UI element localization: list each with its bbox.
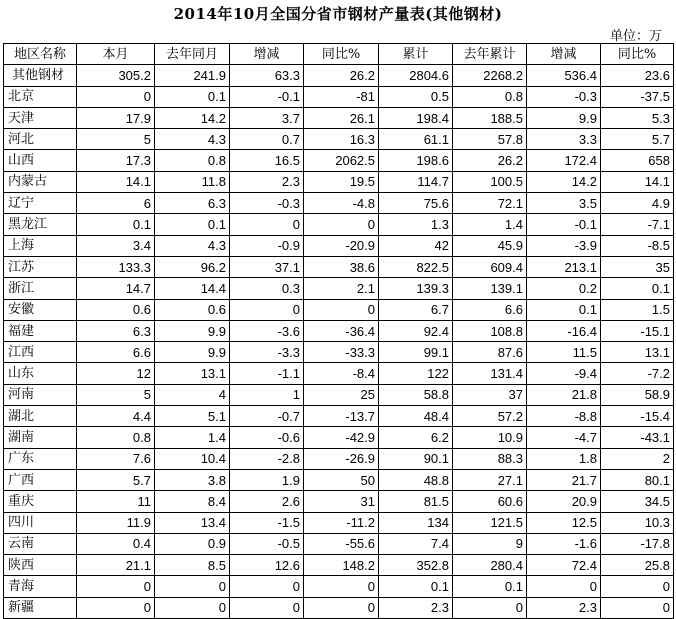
- value-cell: 19.5: [304, 171, 379, 192]
- value-cell: 0: [230, 299, 304, 320]
- value-cell: 0.3: [230, 278, 304, 299]
- value-cell: 6.6: [77, 342, 155, 363]
- region-name-cell: 天津: [4, 107, 77, 128]
- value-cell: 198.6: [379, 150, 453, 171]
- value-cell: 17.9: [77, 107, 155, 128]
- value-cell: 50: [304, 469, 379, 490]
- value-cell: 26.1: [304, 107, 379, 128]
- value-cell: 11.8: [155, 171, 230, 192]
- value-cell: -13.7: [304, 406, 379, 427]
- value-cell: -7.2: [601, 363, 674, 384]
- value-cell: 61.1: [379, 129, 453, 150]
- value-cell: -8.8: [527, 406, 601, 427]
- table-row: [4, 150, 674, 171]
- table-row: [4, 406, 674, 427]
- region-name-cell: 浙江: [4, 278, 77, 299]
- value-cell: -1.1: [230, 363, 304, 384]
- value-cell: 21.8: [527, 384, 601, 405]
- value-cell: 0.8: [155, 150, 230, 171]
- value-cell: 27.1: [453, 469, 527, 490]
- value-cell: 9.9: [527, 107, 601, 128]
- region-name-cell: 青海: [4, 576, 77, 597]
- value-cell: 9.9: [155, 320, 230, 341]
- header-cumulative: 累计: [379, 44, 453, 65]
- value-cell: 5.7: [77, 469, 155, 490]
- table-row: [4, 107, 674, 128]
- value-cell: 1.4: [155, 427, 230, 448]
- value-cell: 0.1: [155, 214, 230, 235]
- value-cell: 14.7: [77, 278, 155, 299]
- value-cell: 6: [77, 193, 155, 214]
- value-cell: 4.3: [155, 235, 230, 256]
- value-cell: 45.9: [453, 235, 527, 256]
- value-cell: 42: [379, 235, 453, 256]
- value-cell: 1.4: [453, 214, 527, 235]
- value-cell: -0.3: [230, 193, 304, 214]
- header-cumulative-yoy-pct: 同比%: [601, 44, 674, 65]
- value-cell: 0: [155, 597, 230, 618]
- value-cell: 10.9: [453, 427, 527, 448]
- value-cell: -3.9: [527, 235, 601, 256]
- table-row: [4, 65, 674, 86]
- value-cell: 63.3: [230, 65, 304, 86]
- value-cell: -16.4: [527, 320, 601, 341]
- value-cell: 139.1: [453, 278, 527, 299]
- value-cell: -15.4: [601, 406, 674, 427]
- table-row: [4, 363, 674, 384]
- header-region: 地区名称: [4, 44, 77, 65]
- value-cell: 241.9: [155, 65, 230, 86]
- value-cell: 0.8: [77, 427, 155, 448]
- table-row: [4, 299, 674, 320]
- value-cell: 2.1: [304, 278, 379, 299]
- value-cell: 0.1: [453, 576, 527, 597]
- steel-output-table: [3, 43, 674, 619]
- value-cell: 9: [453, 533, 527, 554]
- value-cell: 5: [77, 384, 155, 405]
- table-row: [4, 427, 674, 448]
- value-cell: -33.3: [304, 342, 379, 363]
- value-cell: 822.5: [379, 256, 453, 277]
- value-cell: 100.5: [453, 171, 527, 192]
- value-cell: 536.4: [527, 65, 601, 86]
- value-cell: 35: [601, 256, 674, 277]
- header-yoy-pct: 同比%: [304, 44, 379, 65]
- value-cell: 58.8: [379, 384, 453, 405]
- table-row: [4, 278, 674, 299]
- value-cell: 16.3: [304, 129, 379, 150]
- value-cell: 14.2: [155, 107, 230, 128]
- page-title: 2014年10月全国分省市钢材产量表(其他钢材): [173, 5, 503, 23]
- value-cell: 81.5: [379, 491, 453, 512]
- value-cell: 6.3: [155, 193, 230, 214]
- value-cell: 0: [601, 576, 674, 597]
- value-cell: -1.6: [527, 533, 601, 554]
- value-cell: 3.5: [527, 193, 601, 214]
- value-cell: 0.1: [379, 576, 453, 597]
- value-cell: 0.1: [601, 278, 674, 299]
- value-cell: 58.9: [601, 384, 674, 405]
- value-cell: -2.8: [230, 448, 304, 469]
- region-name-cell: 山西: [4, 150, 77, 171]
- value-cell: 1.8: [527, 448, 601, 469]
- value-cell: 20.9: [527, 491, 601, 512]
- region-name-cell: 江西: [4, 342, 77, 363]
- value-cell: -37.5: [601, 86, 674, 107]
- value-cell: 198.4: [379, 107, 453, 128]
- value-cell: -0.5: [230, 533, 304, 554]
- value-cell: 57.2: [453, 406, 527, 427]
- value-cell: 2268.2: [453, 65, 527, 86]
- table-row: [4, 576, 674, 597]
- value-cell: 99.1: [379, 342, 453, 363]
- region-name-cell: 广东: [4, 448, 77, 469]
- value-cell: 13.4: [155, 512, 230, 533]
- value-cell: 134: [379, 512, 453, 533]
- value-cell: 0.7: [230, 129, 304, 150]
- value-cell: 0.8: [453, 86, 527, 107]
- value-cell: -20.9: [304, 235, 379, 256]
- value-cell: 12.5: [527, 512, 601, 533]
- header-cumulative-change: 增减: [527, 44, 601, 65]
- value-cell: 16.5: [230, 150, 304, 171]
- value-cell: -55.6: [304, 533, 379, 554]
- region-name-cell: 内蒙古: [4, 171, 77, 192]
- table-row: [4, 86, 674, 107]
- value-cell: 87.6: [453, 342, 527, 363]
- region-name-cell: 北京: [4, 86, 77, 107]
- value-cell: 0: [77, 86, 155, 107]
- value-cell: 131.4: [453, 363, 527, 384]
- value-cell: -15.1: [601, 320, 674, 341]
- value-cell: 108.8: [453, 320, 527, 341]
- value-cell: 25: [304, 384, 379, 405]
- header-last-year-month: 去年同月: [155, 44, 230, 65]
- value-cell: 11.5: [527, 342, 601, 363]
- value-cell: 4: [155, 384, 230, 405]
- value-cell: 3.7: [230, 107, 304, 128]
- value-cell: 658: [601, 150, 674, 171]
- value-cell: 75.6: [379, 193, 453, 214]
- value-cell: 90.1: [379, 448, 453, 469]
- value-cell: 7.4: [379, 533, 453, 554]
- value-cell: 305.2: [77, 65, 155, 86]
- value-cell: 0.1: [155, 86, 230, 107]
- value-cell: 48.4: [379, 406, 453, 427]
- header-change: 增减: [230, 44, 304, 65]
- value-cell: -36.4: [304, 320, 379, 341]
- value-cell: 352.8: [379, 555, 453, 576]
- value-cell: -7.1: [601, 214, 674, 235]
- value-cell: 2.3: [379, 597, 453, 618]
- value-cell: 34.5: [601, 491, 674, 512]
- table-row: [4, 533, 674, 554]
- value-cell: 14.1: [77, 171, 155, 192]
- value-cell: 0.6: [155, 299, 230, 320]
- value-cell: 10.4: [155, 448, 230, 469]
- value-cell: 4.3: [155, 129, 230, 150]
- value-cell: 4.4: [77, 406, 155, 427]
- value-cell: 0.9: [155, 533, 230, 554]
- value-cell: 38.6: [304, 256, 379, 277]
- value-cell: 609.4: [453, 256, 527, 277]
- value-cell: 21.1: [77, 555, 155, 576]
- value-cell: 8.4: [155, 491, 230, 512]
- region-name-cell: 其他钢材: [4, 65, 77, 86]
- value-cell: 13.1: [155, 363, 230, 384]
- value-cell: 96.2: [155, 256, 230, 277]
- region-name-cell: 黑龙江: [4, 214, 77, 235]
- value-cell: 6.3: [77, 320, 155, 341]
- value-cell: 26.2: [304, 65, 379, 86]
- value-cell: 1.3: [379, 214, 453, 235]
- value-cell: 139.3: [379, 278, 453, 299]
- value-cell: -11.2: [304, 512, 379, 533]
- value-cell: 6.2: [379, 427, 453, 448]
- value-cell: 114.7: [379, 171, 453, 192]
- value-cell: -1.5: [230, 512, 304, 533]
- table-row: [4, 469, 674, 490]
- region-name-cell: 陕西: [4, 555, 77, 576]
- value-cell: -43.1: [601, 427, 674, 448]
- region-name-cell: 湖北: [4, 406, 77, 427]
- value-cell: -17.8: [601, 533, 674, 554]
- value-cell: 7.6: [77, 448, 155, 469]
- value-cell: 60.6: [453, 491, 527, 512]
- value-cell: 57.8: [453, 129, 527, 150]
- region-name-cell: 云南: [4, 533, 77, 554]
- region-name-cell: 上海: [4, 235, 77, 256]
- value-cell: 25.8: [601, 555, 674, 576]
- region-name-cell: 山东: [4, 363, 77, 384]
- value-cell: -3.6: [230, 320, 304, 341]
- value-cell: 0: [77, 576, 155, 597]
- value-cell: 0: [155, 576, 230, 597]
- value-cell: 17.3: [77, 150, 155, 171]
- value-cell: 133.3: [77, 256, 155, 277]
- value-cell: 4.9: [601, 193, 674, 214]
- table-header-row: [4, 44, 674, 65]
- value-cell: 172.4: [527, 150, 601, 171]
- value-cell: 12.6: [230, 555, 304, 576]
- region-name-cell: 辽宁: [4, 193, 77, 214]
- value-cell: 0.6: [77, 299, 155, 320]
- value-cell: -0.1: [230, 86, 304, 107]
- value-cell: 1: [230, 384, 304, 405]
- value-cell: 92.4: [379, 320, 453, 341]
- value-cell: 122: [379, 363, 453, 384]
- table-row: [4, 342, 674, 363]
- value-cell: 6.7: [379, 299, 453, 320]
- value-cell: 1.9: [230, 469, 304, 490]
- value-cell: -0.9: [230, 235, 304, 256]
- value-cell: 213.1: [527, 256, 601, 277]
- value-cell: 0: [304, 597, 379, 618]
- table-row: [4, 384, 674, 405]
- region-name-cell: 河南: [4, 384, 77, 405]
- value-cell: -42.9: [304, 427, 379, 448]
- region-name-cell: 湖南: [4, 427, 77, 448]
- region-name-cell: 河北: [4, 129, 77, 150]
- value-cell: 23.6: [601, 65, 674, 86]
- value-cell: 0: [304, 214, 379, 235]
- table-row: [4, 129, 674, 150]
- value-cell: 0: [453, 597, 527, 618]
- value-cell: 0: [230, 576, 304, 597]
- value-cell: 0: [304, 576, 379, 597]
- value-cell: 188.5: [453, 107, 527, 128]
- value-cell: 5.1: [155, 406, 230, 427]
- value-cell: 6.6: [453, 299, 527, 320]
- value-cell: 9.9: [155, 342, 230, 363]
- value-cell: 0: [230, 597, 304, 618]
- value-cell: 2062.5: [304, 150, 379, 171]
- value-cell: 14.2: [527, 171, 601, 192]
- value-cell: 1.5: [601, 299, 674, 320]
- value-cell: 2804.6: [379, 65, 453, 86]
- value-cell: 8.5: [155, 555, 230, 576]
- value-cell: -26.9: [304, 448, 379, 469]
- value-cell: -8.4: [304, 363, 379, 384]
- value-cell: 13.1: [601, 342, 674, 363]
- value-cell: -9.4: [527, 363, 601, 384]
- value-cell: -8.5: [601, 235, 674, 256]
- value-cell: -0.1: [527, 214, 601, 235]
- value-cell: -0.6: [230, 427, 304, 448]
- region-name-cell: 江苏: [4, 256, 77, 277]
- value-cell: 31: [304, 491, 379, 512]
- region-name-cell: 广西: [4, 469, 77, 490]
- value-cell: -0.3: [527, 86, 601, 107]
- value-cell: -3.3: [230, 342, 304, 363]
- table-row: [4, 171, 674, 192]
- region-name-cell: 福建: [4, 320, 77, 341]
- value-cell: 0.1: [527, 299, 601, 320]
- value-cell: 0.4: [77, 533, 155, 554]
- value-cell: 26.2: [453, 150, 527, 171]
- unit-label: 单位：万: [609, 29, 662, 44]
- value-cell: 72.4: [527, 555, 601, 576]
- value-cell: 14.1: [601, 171, 674, 192]
- value-cell: 3.3: [527, 129, 601, 150]
- value-cell: 11: [77, 491, 155, 512]
- value-cell: 280.4: [453, 555, 527, 576]
- value-cell: 0: [601, 597, 674, 618]
- value-cell: 0: [304, 299, 379, 320]
- header-this-month: 本月: [77, 44, 155, 65]
- value-cell: -81: [304, 86, 379, 107]
- value-cell: 0: [77, 597, 155, 618]
- region-name-cell: 安徽: [4, 299, 77, 320]
- value-cell: 2.3: [527, 597, 601, 618]
- table-row: [4, 320, 674, 341]
- value-cell: 12: [77, 363, 155, 384]
- value-cell: 5.3: [601, 107, 674, 128]
- region-name-cell: 重庆: [4, 491, 77, 512]
- value-cell: 14.4: [155, 278, 230, 299]
- value-cell: 37.1: [230, 256, 304, 277]
- table-row: [4, 235, 674, 256]
- value-cell: 80.1: [601, 469, 674, 490]
- value-cell: 11.9: [77, 512, 155, 533]
- table-row: [4, 597, 674, 618]
- value-cell: 10.3: [601, 512, 674, 533]
- table-row: [4, 193, 674, 214]
- table-row: [4, 491, 674, 512]
- table-row: [4, 214, 674, 235]
- header-last-year-cumulative: 去年累计: [453, 44, 527, 65]
- value-cell: 0.5: [379, 86, 453, 107]
- value-cell: 5: [77, 129, 155, 150]
- value-cell: -0.7: [230, 406, 304, 427]
- value-cell: 0: [527, 576, 601, 597]
- value-cell: 0: [230, 214, 304, 235]
- value-cell: -4.7: [527, 427, 601, 448]
- value-cell: 2.3: [230, 171, 304, 192]
- value-cell: 88.3: [453, 448, 527, 469]
- value-cell: 72.1: [453, 193, 527, 214]
- value-cell: 5.7: [601, 129, 674, 150]
- region-name-cell: 新疆: [4, 597, 77, 618]
- table-row: [4, 256, 674, 277]
- value-cell: 148.2: [304, 555, 379, 576]
- value-cell: 21.7: [527, 469, 601, 490]
- value-cell: -4.8: [304, 193, 379, 214]
- value-cell: 121.5: [453, 512, 527, 533]
- value-cell: 3.8: [155, 469, 230, 490]
- table-row: [4, 448, 674, 469]
- table-row: [4, 512, 674, 533]
- table-row: [4, 555, 674, 576]
- value-cell: 2.6: [230, 491, 304, 512]
- value-cell: 3.4: [77, 235, 155, 256]
- value-cell: 0.2: [527, 278, 601, 299]
- value-cell: 37: [453, 384, 527, 405]
- value-cell: 48.8: [379, 469, 453, 490]
- value-cell: 0.1: [77, 214, 155, 235]
- region-name-cell: 四川: [4, 512, 77, 533]
- value-cell: 2: [601, 448, 674, 469]
